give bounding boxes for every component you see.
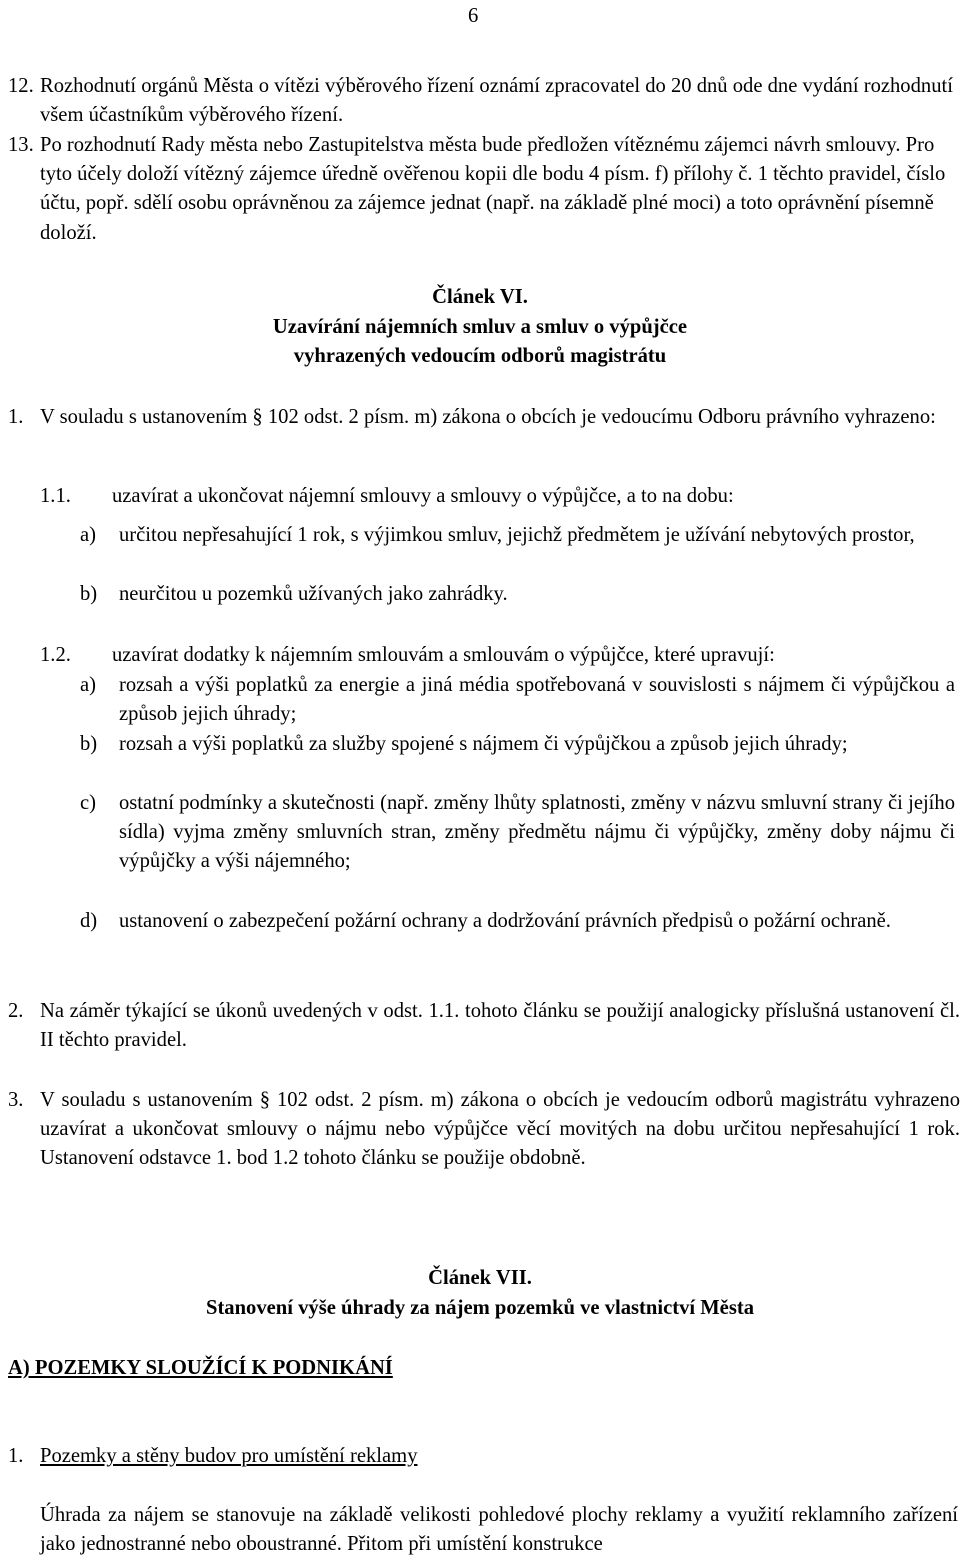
item-number: 1.: [8, 406, 24, 428]
letter-text: ostatní podmínky a skutečnosti (např. změny lhůty splatnosti, změny v názvu smluvní strany či jejího sídla) vyjma změny smluvních stran, změny předmětu nájmu či výpůjčky, změny doby nájmu či výpůjčky a výši nájemného;: [119, 792, 955, 873]
article-6-subtitle-1: Uzavírání nájemních smluv a smluv o výpůjčce: [272, 316, 688, 338]
item-number: 12.: [8, 75, 34, 97]
section-a-heading: A) POZEMKY SLOUŽÍCÍ K PODNIKÁNÍ: [8, 1357, 393, 1379]
item-number: 13.: [8, 134, 34, 156]
item-number: 3.: [8, 1089, 24, 1111]
page-number: 6: [468, 5, 479, 27]
article-6-subtitle-2: vyhrazených vedoucím odborů magistrátu: [293, 345, 667, 367]
item-number: 1.: [8, 1445, 24, 1467]
item-text: Pozemky a stěny budov pro umístění reklamy: [40, 1445, 418, 1467]
letter-label: b): [80, 733, 98, 755]
letter-text: ustanovení o zabezpečení požární ochrany a dodržování právních předpisů o požární ochraně.: [119, 910, 891, 932]
sub-text: uzavírat a ukončovat nájemní smlouvy a smlouvy o výpůjčce, a to na dobu:: [112, 485, 734, 507]
item-number: 2.: [8, 1000, 24, 1022]
item-text: Rozhodnutí orgánů Města o vítězi výběrového řízení oznámí zpracovatel do 20 dnů ode dne vydání rozhodnutí všem účastníkům výběrového řízení.: [40, 75, 953, 127]
item-text: V souladu s ustanovením § 102 odst. 2 písm. m) zákona o obcích je vedoucím odborů magistrátu vyhrazeno uzavírat a ukončovat smlouvy o nájmu nebo výpůjčce věcí movitých na dobu určitou nepřesahující 1 rok. Ustanovení odstavce 1. bod 1.2 tohoto článku se použije obdobně.: [40, 1089, 960, 1170]
sub-text: uzavírat dodatky k nájemním smlouvám a smlouvám o výpůjčce, které upravují:: [112, 644, 775, 666]
letter-label: a): [80, 524, 96, 546]
article-6-title: Článek VI.: [432, 286, 528, 308]
section-a-paragraph: Úhrada za nájem se stanovuje na základě velikosti pohledové plochy reklamy a využití reklamního zařízení jako jednostranné nebo oboustranné. Přitom při umístění konstrukce: [40, 1504, 958, 1556]
letter-text: neurčitou u pozemků užívaných jako zahrádky.: [119, 583, 508, 605]
letter-text: určitou nepřesahující 1 rok, s výjimkou smluv, jejichž předmětem je užívání nebytových prostor,: [119, 524, 915, 546]
letter-label: b): [80, 583, 98, 605]
letter-text: rozsah a výši poplatků za služby spojené s nájmem či výpůjčkou a způsob jejich úhrady;: [119, 733, 848, 755]
article-7-title: Článek VII.: [428, 1267, 532, 1289]
item-text: Po rozhodnutí Rady města nebo Zastupitelstva města bude předložen vítěznému zájemci návrh smlouvy. Pro tyto účely doloží vítězný zájemce úředně ověřenou kopii dle bodu 4 písm. f) přílohy č. 1 těchto pravidel, číslo účtu, popř. sdělí osobu oprávněnou za zájemce jednat (např. na základě plné moci) a toto oprávnění písemně doloží.: [40, 134, 946, 244]
letter-label: c): [80, 792, 96, 814]
item-text: Na záměr týkající se úkonů uvedených v odst. 1.1. tohoto článku se použijí analogicky příslušná ustanovení čl. II těchto pravidel.: [40, 1000, 960, 1052]
letter-text: rozsah a výši poplatků za energie a jiná média spotřebovaná v souvislosti s nájmem či výpůjčkou a způsob jejich úhrady;: [119, 674, 955, 726]
letter-label: a): [80, 674, 96, 696]
item-text: V souladu s ustanovením § 102 odst. 2 písm. m) zákona o obcích je vedoucímu Odboru právního vyhrazeno:: [40, 406, 936, 428]
article-7-subtitle: Stanovení výše úhrady za nájem pozemků ve vlastnictví Města: [206, 1297, 754, 1319]
letter-label: d): [80, 910, 98, 932]
sub-number: 1.2.: [40, 644, 71, 666]
sub-number: 1.1.: [40, 485, 71, 507]
